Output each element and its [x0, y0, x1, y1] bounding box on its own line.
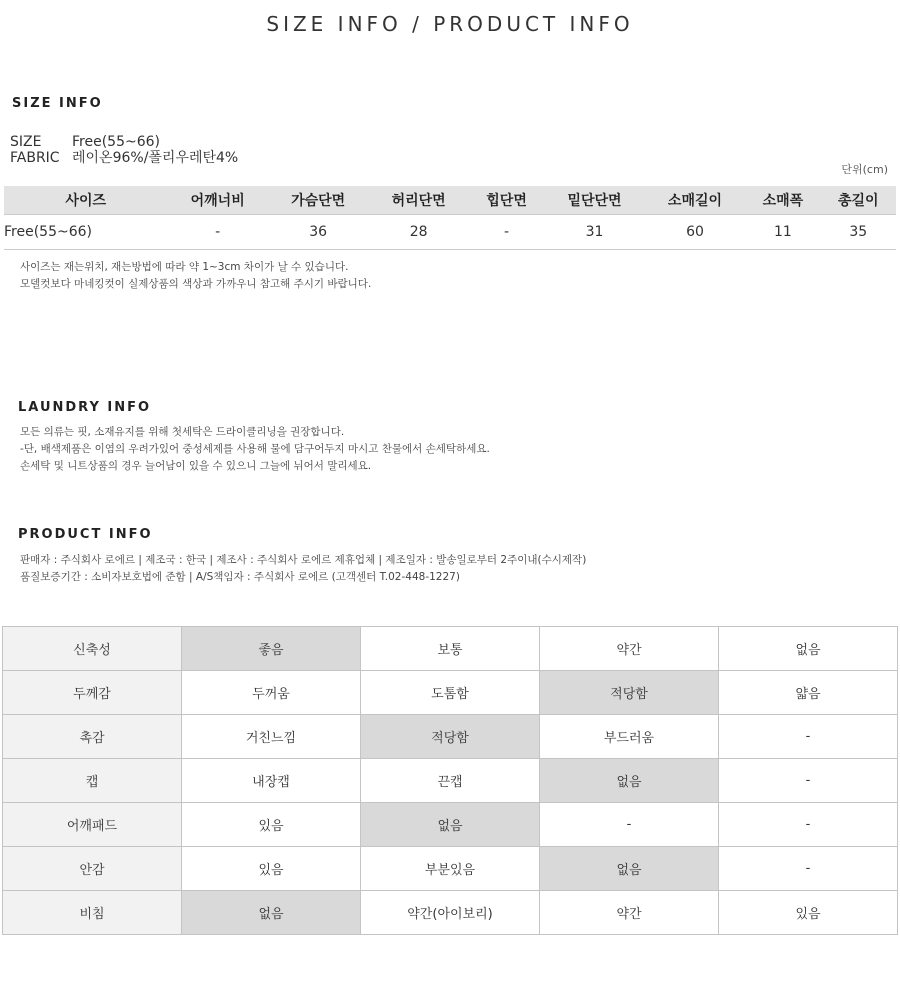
table-cell: 36 [268, 215, 368, 250]
property-row [3, 803, 898, 847]
property-option: 얇음 [719, 671, 898, 715]
laundry-info-heading: LAUNDRY INFO [18, 400, 152, 415]
property-option: - [719, 759, 898, 803]
unit-label: 단위(cm) [841, 163, 888, 176]
page-title: SIZE INFO / PRODUCT INFO [266, 12, 634, 36]
table-cell: Free(55~66) [4, 215, 167, 250]
table-cell: 35 [821, 215, 896, 250]
property-label: 신축성 [3, 627, 182, 671]
property-option: 약간 [540, 891, 719, 935]
fabric-spec [10, 150, 238, 166]
note-line: 손세탁 및 니트상품의 경우 늘어남이 있을 수 있으니 그늘에 뉘어서 말리세요. [20, 460, 372, 472]
column-header: 힙단면 [469, 186, 544, 215]
property-table [2, 626, 898, 935]
column-header: 소매길이 [645, 186, 745, 215]
property-row [3, 627, 898, 671]
column-header: 허리단면 [368, 186, 468, 215]
column-header: 어깨너비 [167, 186, 267, 215]
fabric-label: FABRIC [10, 150, 60, 166]
note-line: 모든 의류는 핏, 소재유지를 위해 첫세탁은 드라이클리닝을 권장합니다. [20, 426, 345, 438]
property-option-selected: 적당함 [540, 671, 719, 715]
column-header: 밑단단면 [544, 186, 644, 215]
property-label: 두께감 [3, 671, 182, 715]
column-header: 사이즈 [4, 186, 167, 215]
table-cell: 11 [745, 215, 820, 250]
size-notes [20, 259, 371, 293]
column-header: 소매폭 [745, 186, 820, 215]
table-cell: 60 [645, 215, 745, 250]
property-row [3, 847, 898, 891]
property-option: 내장캡 [182, 759, 361, 803]
property-label: 캡 [3, 759, 182, 803]
table-cell: - [469, 215, 544, 250]
size-value: Free(55~66) [72, 134, 160, 150]
property-option-selected: 없음 [540, 847, 719, 891]
property-label: 어깨패드 [3, 803, 182, 847]
property-option: 거친느낌 [182, 715, 361, 759]
property-option: 있음 [719, 891, 898, 935]
product-info-heading: PRODUCT INFO [18, 527, 153, 542]
property-label: 비침 [3, 891, 182, 935]
laundry-notes [20, 424, 490, 475]
property-row [3, 759, 898, 803]
note-line: 품질보증기간 : 소비자보호법에 준함 | A/S책임자 : 주식회사 로에르 (고객센터 T.02-448-1227) [20, 571, 460, 583]
property-option: - [719, 803, 898, 847]
note-line: 모델컷보다 마네킹컷이 실제상품의 색상과 가까우니 참고해 주시기 바랍니다. [20, 278, 372, 290]
property-option: - [540, 803, 719, 847]
size-table [4, 186, 896, 250]
property-label: 촉감 [3, 715, 182, 759]
table-cell: - [167, 215, 267, 250]
column-header: 가슴단면 [268, 186, 368, 215]
property-option: 부드러움 [540, 715, 719, 759]
property-option: 끈캡 [361, 759, 540, 803]
property-option: 도톰함 [361, 671, 540, 715]
table-row [4, 215, 896, 250]
table-cell: 28 [368, 215, 468, 250]
property-option: 약간(아이보리) [361, 891, 540, 935]
size-info-heading: SIZE INFO [12, 96, 103, 111]
property-option: 없음 [719, 627, 898, 671]
property-option: 부분있음 [361, 847, 540, 891]
property-row [3, 715, 898, 759]
size-label: SIZE [10, 134, 42, 150]
note-line: 사이즈는 재는위치, 재는방법에 따라 약 1~3cm 차이가 날 수 있습니다. [20, 261, 349, 273]
property-option: 있음 [182, 803, 361, 847]
size-table-header [4, 186, 896, 215]
size-spec [10, 134, 160, 150]
property-row [3, 891, 898, 935]
property-option: 두꺼움 [182, 671, 361, 715]
table-cell: 31 [544, 215, 644, 250]
property-row [3, 671, 898, 715]
property-option-selected: 좋음 [182, 627, 361, 671]
property-option-selected: 없음 [182, 891, 361, 935]
note-line: 판매자 : 주식회사 로에르 | 제조국 : 한국 | 제조사 : 주식회사 로에르 제휴업체 | 제조일자 : 발송일로부터 2주이내(수시제작) [20, 554, 587, 566]
product-notes [20, 552, 586, 586]
column-header: 총길이 [821, 186, 896, 215]
property-option-selected: 적당함 [361, 715, 540, 759]
fabric-value: 레이온96%/폴리우레탄4% [72, 150, 239, 166]
property-option-selected: 없음 [361, 803, 540, 847]
property-option: 있음 [182, 847, 361, 891]
note-line: -단, 배색제품은 이염의 우려가있어 중성세제를 사용해 물에 담구어두지 마시고 찬물에서 손세탁하세요. [20, 443, 490, 455]
property-option-selected: 없음 [540, 759, 719, 803]
property-option: - [719, 715, 898, 759]
property-option: - [719, 847, 898, 891]
property-option: 보통 [361, 627, 540, 671]
property-option: 약간 [540, 627, 719, 671]
property-label: 안감 [3, 847, 182, 891]
